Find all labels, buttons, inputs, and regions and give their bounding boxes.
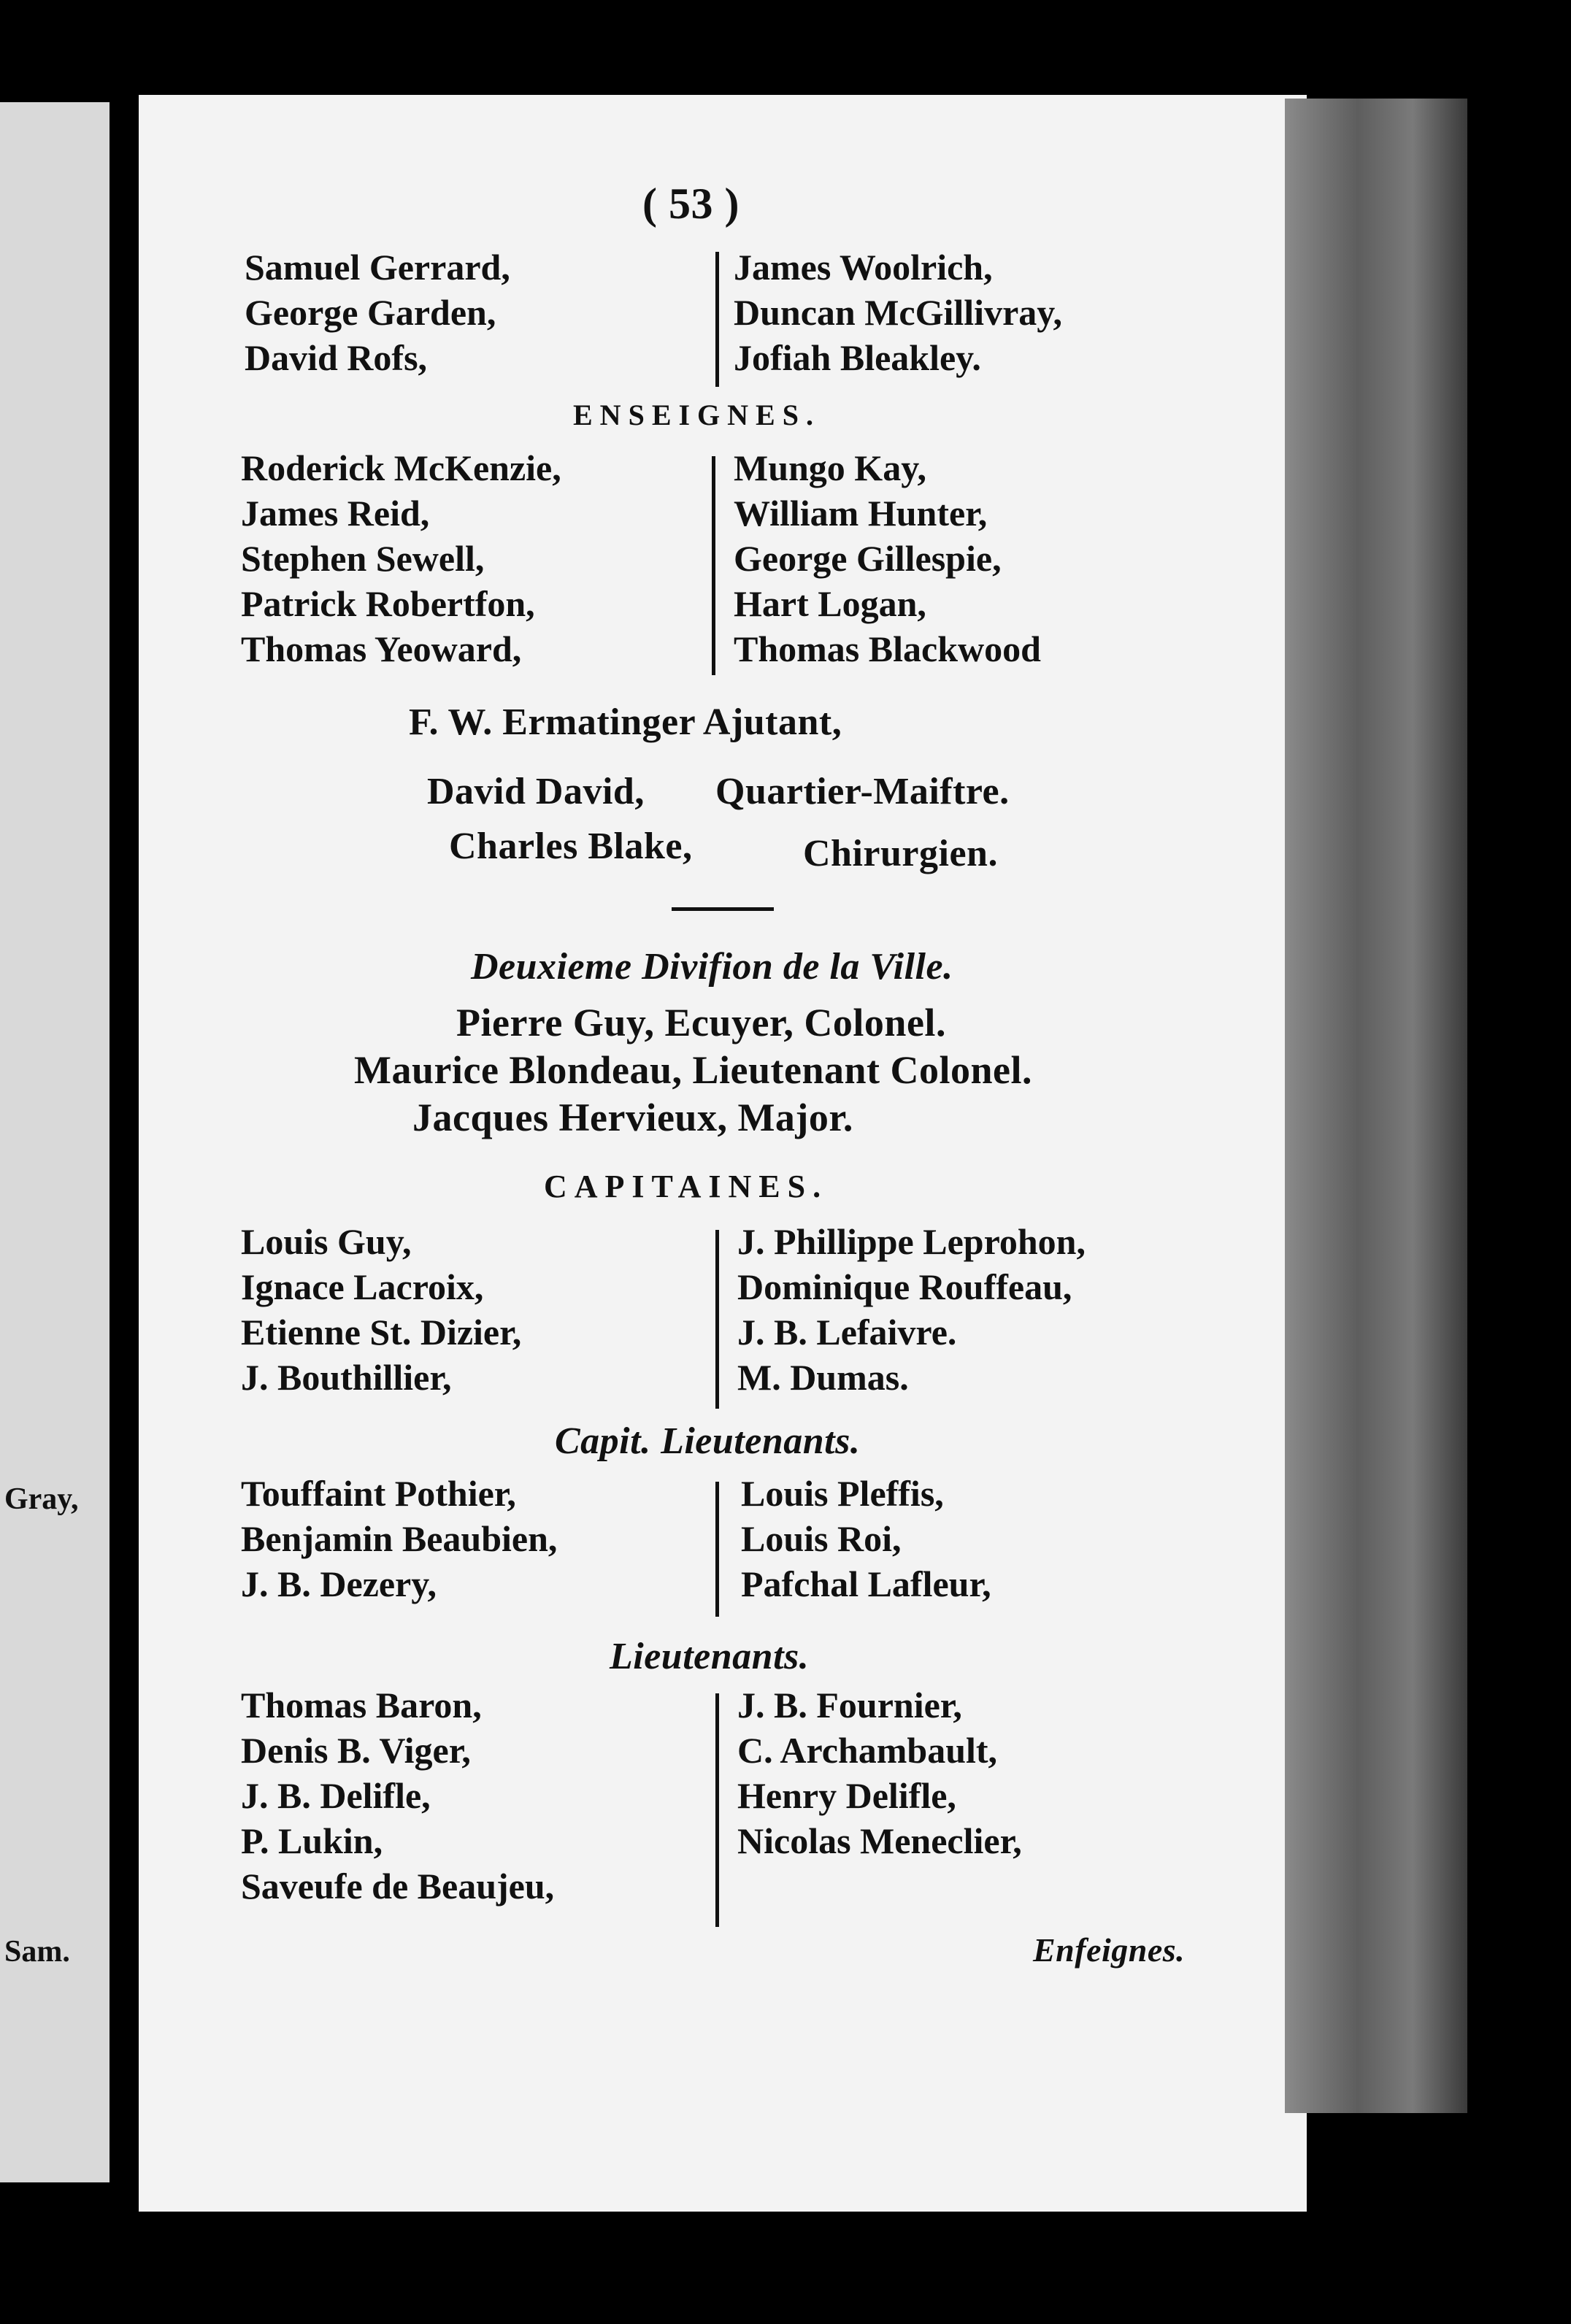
name-entry: Saveufe de Beaujeu, <box>241 1866 555 1906</box>
capit-lieutenants-left-column <box>241 1471 557 1607</box>
name-entry: Patrick Robertfon, <box>241 583 535 624</box>
column-divider <box>715 1482 719 1617</box>
name-entry: J. B. Lefaivre. <box>737 1312 957 1353</box>
column-divider <box>715 1230 719 1409</box>
ensignes-right-column <box>734 445 1041 672</box>
name-entry: Mungo Kay, <box>734 447 926 488</box>
name-entry: Jofiah Bleakley. <box>734 337 981 378</box>
section-heading-capit-lieutenants: Capit. Lieutenants. <box>555 1420 861 1462</box>
book-gutter <box>110 88 139 2219</box>
name-entry: J. Bouthillier, <box>241 1357 452 1398</box>
name-entry: Pafchal Lafleur, <box>741 1563 991 1604</box>
name-entry: James Reid, <box>241 493 430 534</box>
chirurgien-name: Charles Blake, <box>449 826 693 867</box>
page-edges <box>1285 99 1467 2113</box>
name-entry: J. Phillippe Leprohon, <box>737 1221 1086 1262</box>
name-entry: C. Archambault, <box>737 1730 998 1771</box>
name-entry: David Rofs, <box>245 337 428 378</box>
name-entry: Samuel Gerrard, <box>245 247 510 288</box>
lieutenants-right-column <box>737 1682 1022 1863</box>
section-divider-rule <box>672 907 774 911</box>
name-entry: William Hunter, <box>734 493 988 534</box>
left-page-fragment: Sam. <box>4 1935 70 1969</box>
name-entry: James Woolrich, <box>734 247 993 288</box>
column-divider <box>715 1693 719 1927</box>
name-entry: Thomas Baron, <box>241 1685 482 1725</box>
name-entry: Louis Roi, <box>741 1518 902 1559</box>
name-entry: Thomas Blackwood <box>734 628 1041 669</box>
name-entry: Louis Guy, <box>241 1221 412 1262</box>
lt-colonel-line: Maurice Blondeau, Lieutenant Colonel. <box>354 1048 1033 1092</box>
name-entry: J. B. Dezery, <box>241 1563 437 1604</box>
name-entry: Stephen Sewell, <box>241 538 485 579</box>
name-entry: Roderick McKenzie, <box>241 447 561 488</box>
name-entry: Dominique Rouffeau, <box>737 1266 1072 1307</box>
name-entry: Benjamin Beaubien, <box>241 1518 558 1559</box>
block1-left-column <box>245 245 510 380</box>
chirurgien-title: Chirurgien. <box>803 833 998 874</box>
previous-page-sliver <box>0 102 110 2182</box>
name-entry: George Garden, <box>245 292 496 333</box>
capitaines-right-column <box>737 1219 1086 1400</box>
name-entry: M. Dumas. <box>737 1357 909 1398</box>
name-entry: J. B. Fournier, <box>737 1685 962 1725</box>
capit-lieutenants-right-column <box>741 1471 991 1607</box>
column-divider <box>712 456 715 675</box>
name-entry: Etienne St. Dizier, <box>241 1312 522 1353</box>
quartier-name: David David, <box>427 771 645 812</box>
section-heading-lieutenants: Lieutenants. <box>610 1636 810 1677</box>
section-heading-enseignes: ENSEIGNES. <box>573 399 821 431</box>
quartier-title: Quartier-Maiftre. <box>715 771 1010 812</box>
lieutenants-left-column <box>241 1682 554 1909</box>
name-entry: P. Lukin, <box>241 1820 383 1861</box>
name-entry: Hart Logan, <box>734 583 926 624</box>
colonel-line: Pierre Guy, Ecuyer, Colonel. <box>456 1001 946 1044</box>
name-entry: Ignace Lacroix, <box>241 1266 484 1307</box>
division-title: Deuxieme Divifion de la Ville. <box>471 946 953 988</box>
catchword: Enfeignes. <box>1033 1931 1186 1969</box>
left-page-fragment: Gray, <box>4 1482 79 1516</box>
name-entry: Louis Pleffis, <box>741 1473 944 1514</box>
name-entry: George Gillespie, <box>734 538 1002 579</box>
name-entry: Nicolas Meneclier, <box>737 1820 1022 1861</box>
page-number: ( 53 ) <box>642 180 740 228</box>
name-entry: Denis B. Viger, <box>241 1730 471 1771</box>
ajutant-line: F. W. Ermatinger Ajutant, <box>409 701 842 743</box>
block1-right-column <box>734 245 1062 380</box>
name-entry: Touffaint Pothier, <box>241 1473 516 1514</box>
name-entry: Thomas Yeoward, <box>241 628 522 669</box>
name-entry: J. B. Delifle, <box>241 1775 431 1816</box>
major-line: Jacques Hervieux, Major. <box>412 1096 853 1139</box>
capitaines-left-column <box>241 1219 521 1400</box>
name-entry: Duncan McGillivray, <box>734 292 1062 333</box>
column-divider <box>715 252 719 387</box>
name-entry: Henry Delifle, <box>737 1775 956 1816</box>
section-heading-capitaines: CAPITAINES. <box>544 1169 829 1204</box>
ensignes-left-column <box>241 445 561 672</box>
